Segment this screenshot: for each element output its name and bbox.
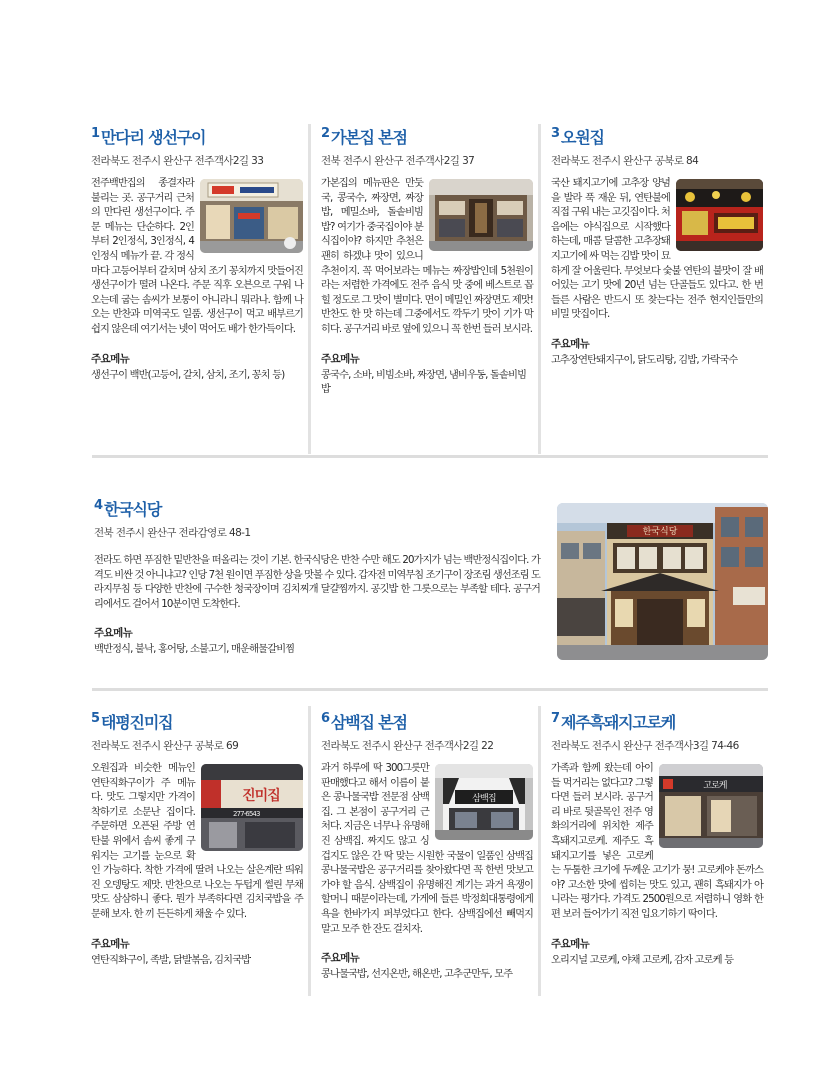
card-title-row [91,128,303,148]
column-divider [538,124,541,454]
section-divider [92,455,768,458]
description-block [321,762,533,937]
card-title-row [551,713,763,733]
restaurant-name: 한국식당 [104,500,162,519]
restaurant-address: 전라북도 전주시 완산구 공북로 69 [91,740,239,752]
restaurant-address: 전라북도 전주시 완산구 전주객사2길 22 [321,740,494,752]
item-number: 6 [321,711,331,726]
restaurant-photo [429,179,533,251]
card-title-row [551,128,763,148]
restaurant-address: 전북 전주시 완산구 전주객사2길 37 [321,155,475,167]
menu-label: 주요메뉴 [321,352,360,365]
restaurant-address: 전라북도 전주시 완산구 공북로 84 [551,155,699,167]
item-number: 5 [91,711,101,726]
restaurant-name: 만다리 생선구이 [101,128,206,147]
restaurant-name: 삼백집 본점 [331,713,407,732]
restaurant-card-2 [321,128,533,398]
menu-label: 주요메뉴 [91,937,130,950]
menu-label: 주요메뉴 [551,937,590,950]
menu-label: 주요메뉴 [321,952,360,965]
restaurant-card-7 [551,713,763,968]
description-text: 전라도 하면 푸짐한 밑반찬을 떠올리는 것이 기본. 한국식당은 반찬 수만 해도 20가지가 넘는 백반정식집이다. 가격도 비싼 것 아니냐고? 인당 7천 원이면 푸짐한 상을 맛볼 수 있다. 갑자전 미역무침 조기구이 장조림 생선조림 도라지무침 등 다양한 반찬에 구수한 청국장이며 김치찌개 달걀찜까지. 공깃밥 한 그릇으로는 부족할 테다. 공구거리에서도 걸어서 10분이면 도착한다. [94,555,540,610]
restaurant-address: 전라북도 전주시 완산구 전주객사2길 33 [91,155,264,167]
description-text: 오원집과 비슷한 메뉴인 연탄직화구이가 주 메뉴다. 맛도 그렇지만 가격이 착하기로 소문난 집이다. 주문하면 오픈된 주방 연탄불 위에서 솜씨 좋게 구워지는 고기를 눈으로 확인 가능하다. 착한 가격에 딸려 나오는 살은계란 띄워진 오뎅탕도 제맛. 반찬으로 나오는 두텁게 썰린 무채 맛도 삼삼하니 좋다. 뭔가 부족하다면 김치국밥을 주문해 보자. 한 끼 든든하게 채울 수 있다. [91,763,303,920]
menu-text: 오리지널 고로케, 야채 고로케, 감자 고로케 등 [551,954,734,966]
sign-phone: 277-6543 [233,810,260,818]
menu-text: 콩국수, 소바, 비빔소바, 짜장면, 냄비우동, 돌솥비빔밥 [321,369,527,396]
menu-text: 생선구이 백반(고등어, 갈치, 삼치, 조기, 꽁치 등) [91,369,285,381]
menu-label: 주요메뉴 [94,627,133,640]
description-block [551,177,763,323]
card-title-row [94,500,540,520]
description-text: 전주백반집의 종결자라 불리는 곳. 공구거리 근처의 만다린 생선구이다. 주문 메뉴는 단순하다. 2인부터 2인정식, 3인정식, 4인정식 메뉴가 끝. 각 정식마다 고등어부터 갈치며 삼치 조기 꽁치까지 맛들어진 생선구이가 떨려 나온다. 주문 직후 오븐으로 구워 나오는데 굽는 솜씨가 보통이 아니라니 뭐라나. 함께 나오는 반찬과 미역국도 일품. 생선구이 먹고 배부르기 쉽지 않은데 여기서는 넷이 먹어도 배가 한가득이다. [91,178,303,335]
description-block [551,762,763,923]
restaurant-photo [200,179,303,253]
column-divider [308,706,311,996]
restaurant-photo [659,764,763,848]
sign-text: 삼백집 [472,794,496,804]
item-number: 1 [91,126,101,141]
restaurant-name: 제주흑돼지고로케 [561,713,676,732]
menu-text: 고추장연탄돼지구이, 닭도리탕, 김밥, 가락국수 [551,354,738,366]
column-divider [308,124,311,454]
description-text: 가본집의 메뉴판은 만둣국, 콩국수, 짜장면, 짜장밥, 메밀소바, 돌솥비빔밥? 여기가 중국집이야 분식집이야? 하지만 추천은 괜히 하겠냐 맛이 있으니 추천이지. 꼭 먹어보라는 메뉴는 짜장밥인데 5천원이라는 저렴한 가격에도 전주 음식 맛 중에 베스트로 꼽힐 정도로 그 맛이 별미다. 면이 메밀인 짜장면도 제맛! 반찬도 한 맛 하는데 그중에서도 깍두기 맛이 기가 막히다. 공구거리 바로 옆에 있으니 꼭 한번 들러 보시라. [321,178,533,335]
description-text: 과거 하루에 딱 300그릇만 판매했다고 해서 이름이 붙은 콩나물국밥 전문점 삼백집. 그 본점이 공구거리 근처다. 지금은 너무나 유명해진 삼백집. 짜지도 않고 싱겁지도 않은 간 딱 맞는 시원한 국물이 일품인 삼백집 콩나물국밥은 공구거리를 찾아왔다면 꼭 한번 맛보고 가야 할 음식. 삼백집이 유명해진 계기는 과거 욕쟁이 할머니 때문이라는데, 가게에 들른 박정희대통령에게 욕을 한바가지 퍼부었다고 한다. 삼백집에선 빼먹지 말고 모주 한 잔도 걸치자. [321,763,533,935]
menu-label: 주요메뉴 [551,337,590,350]
description-text: 국산 돼지고기에 고추장 양념을 발라 푹 재운 뒤, 연탄불에 직접 구워 내는 고깃집이다. 처음에는 야식집으로 시작했다 하는데, 매콤 달콤한 고추장돼지고기에 싸 먹는 김밥 맛이 묘하게 잘 어울린다. 무엇보다 숯불 연탄의 불맛이 잘 배어있는 고기 맛에 20년 넘는 단골들도 있다고. 한 번 들른 사람은 반드시 또 찾는다는 전주 현지인들만의 비밀 맛집이다. [551,178,763,321]
restaurant-name: 가본집 본점 [331,128,407,147]
menu-label: 주요메뉴 [91,352,130,365]
restaurant-photo [557,503,768,660]
restaurant-name: 태평진미집 [101,713,173,732]
item-number: 3 [551,126,561,141]
restaurant-card-5 [91,713,303,968]
restaurant-photo [676,179,763,251]
restaurant-card-4 [94,500,540,658]
sign-text: 고로케 [703,781,727,791]
description-block [91,177,303,338]
card-title-row [91,713,303,733]
sign-text: 한국식당 [642,527,678,537]
restaurant-card-1 [91,128,303,383]
restaurant-address: 전북 전주시 완산구 전라감영로 48-1 [94,527,251,539]
sign-text: 진미집 [242,788,280,804]
column-divider [538,706,541,996]
card-title-row [321,128,533,148]
menu-text: 콩나물국밥, 선지온반, 해온반, 고추군만두, 모주 [321,969,513,981]
section-divider [92,688,768,691]
restaurant-name: 오원집 [561,128,604,147]
description-block [91,762,303,923]
menu-text: 연탄직화구이, 족발, 닭발볶음, 김치국밥 [91,954,251,966]
card-title-row [321,713,533,733]
restaurant-address: 전라북도 전주시 완산구 전주객사3길 74-46 [551,740,739,752]
restaurant-photo [201,764,303,851]
restaurant-card-6 [321,713,533,983]
item-number: 7 [551,711,561,726]
item-number: 4 [94,498,104,513]
restaurant-card-3 [551,128,763,369]
item-number: 2 [321,126,331,141]
description-block [321,177,533,338]
description-text: 가족과 함께 왔는데 아이들 먹거리는 없다고? 그렇다면 들러 보시라. 공구거리 바로 뒷골목인 전주 영화의거리에 위치한 제주흑돼지고로케. 제주도 흑돼지고기를 넣은 고로케는 두툼한 크기에 두께운 고기가 뭉! 고로케야 돈까스야? 고소한 맛에 씹히는 맛도 있고, 괜히 흑돼지가 아니라는 평가다. 가격도 2500원으로 저렴하니 영화 한 편 보러 들어가기 직전 입요기하기 딱이다. [551,763,763,920]
restaurant-photo [435,764,533,840]
menu-text: 백반정식, 불낙, 홍어탕, 소불고기, 매운해물갈비찜 [94,644,295,656]
